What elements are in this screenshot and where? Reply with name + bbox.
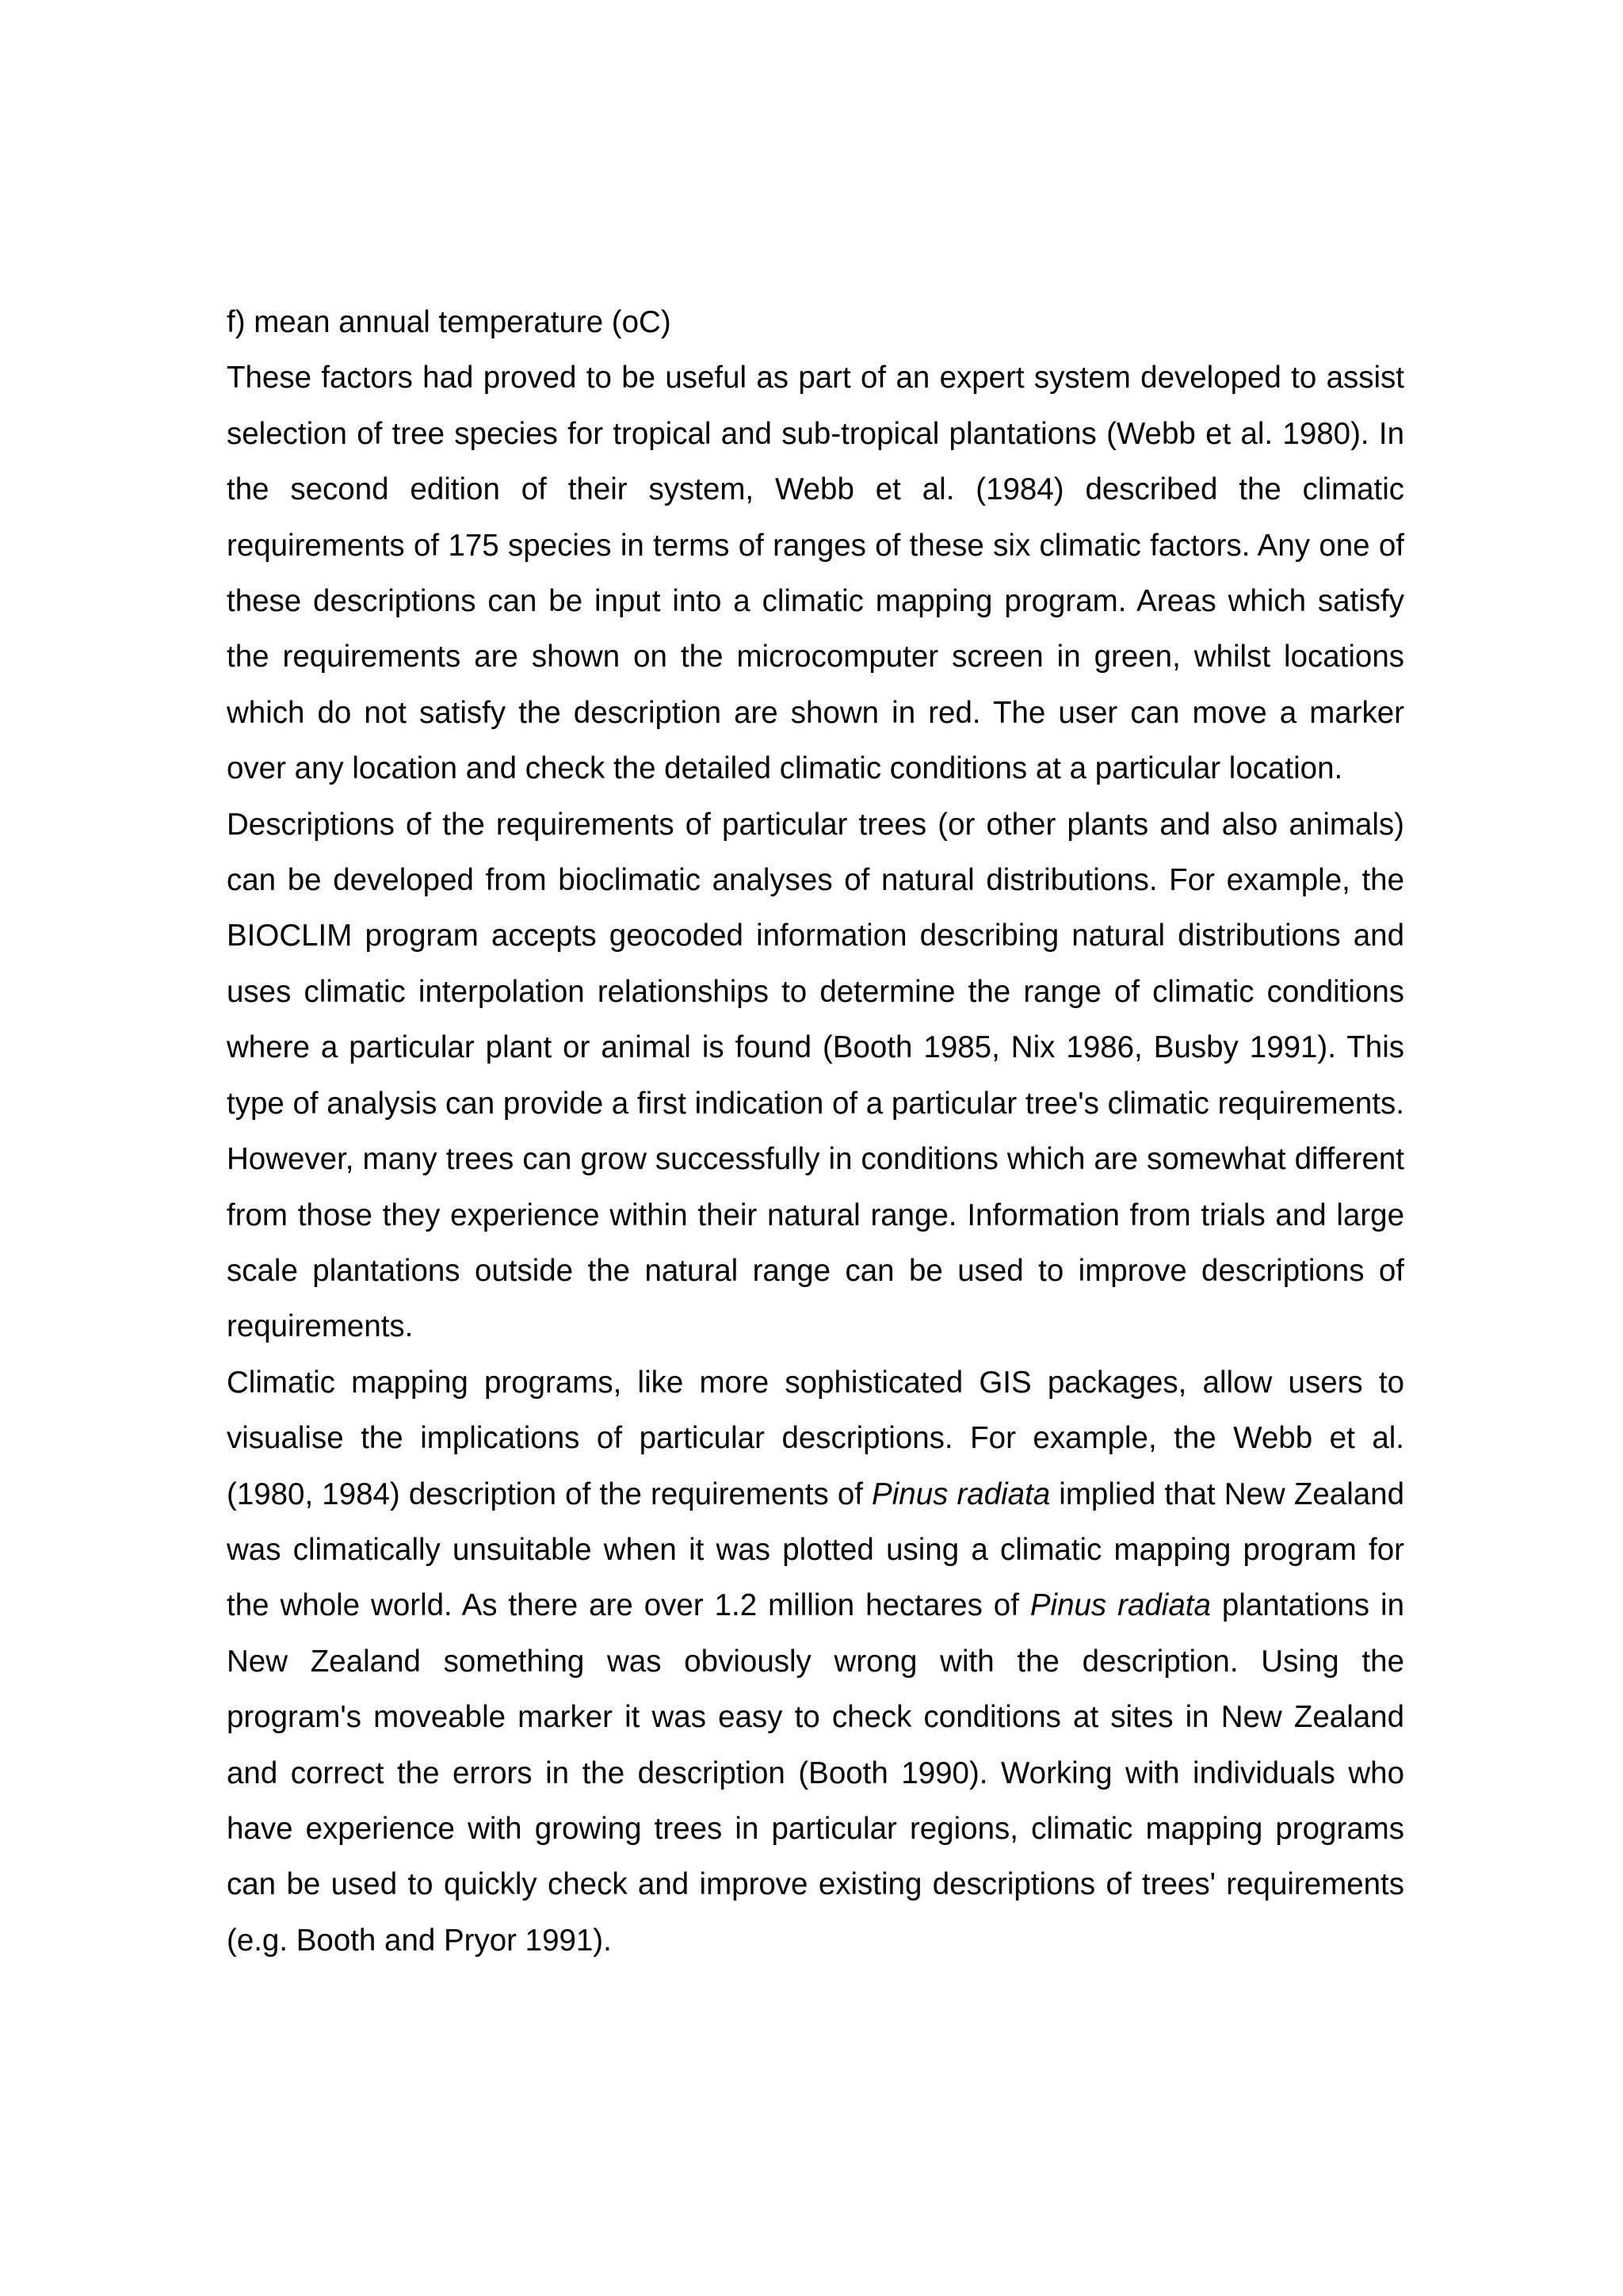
paragraph-2-run-1: Descriptions of the requirements of particular trees (or other plants and also animals) can be developed from bioclimatic analyses of natural distributions. For example, the BIOCLIM program accepts geocoded information describing natural distributions and uses climatic interpolation relationships to determine the range of climatic conditions where a particular plant or animal is found (Booth 1985, Nix 1986, Busby 1991). This type of analysis can provide a first indication of a particular tree's climatic requirements. However, many trees can grow successfully in conditions which are somewhat different from those they experience within their natural range. Information from trials and large scale plantations outside the natural range can be used to improve descriptions of requirements. (227, 807, 1404, 1344)
species-name-pinus-radiata: Pinus radiata (1029, 1588, 1211, 1623)
paragraph-3-run-1: Climatic mapping programs, like more sophisticated GIS packages, allow users to visualise the implications of particular descriptions. For example, the Webb et al. (1980, 1984) description of the requirements of (227, 1365, 1404, 1511)
paragraph-3-run-3: implied that New Zealand was climatically unsuitable when it was plotted using a climatic mapping program for the whole world. As there are over 1.2 million hectares of (227, 1477, 1404, 1623)
paragraph-2 (227, 797, 1404, 1355)
paragraph-1 (227, 350, 1404, 797)
paragraph-3 (227, 1355, 1404, 1969)
paragraph-1-run-1: These factors had proved to be useful as part of an expert system developed to assist selection of tree species for tropical and sub-tropical plantations (Webb et al. 1980). In the second edition of their system, Webb et al. (1984) described the climatic requirements of 175 species in terms of ranges of these six climatic factors. Any one of these descriptions can be input into a climatic mapping program. Areas which satisfy the requirements are shown on the microcomputer screen in green, whilst locations which do not satisfy the description are shown in red. The user can move a marker over any location and check the detailed climatic conditions at a particular location. (227, 361, 1404, 786)
list-item-f: f) mean annual temperature (oC) (227, 305, 671, 339)
paragraph-3-run-5: plantations in New Zealand something was obviously wrong with the description. Using the program's moveable marker it was easy to check conditions at sites in New Zealand and correct the errors in the description (Booth 1990). Working with individuals who have experience with growing trees in particular regions, climatic mapping programs can be used to quickly check and improve existing descriptions of trees' requirements (e.g. Booth and Pryor 1991). (227, 1588, 1404, 1958)
species-name-pinus-radiata: Pinus radiata (872, 1477, 1051, 1511)
body-text (227, 295, 1404, 1969)
